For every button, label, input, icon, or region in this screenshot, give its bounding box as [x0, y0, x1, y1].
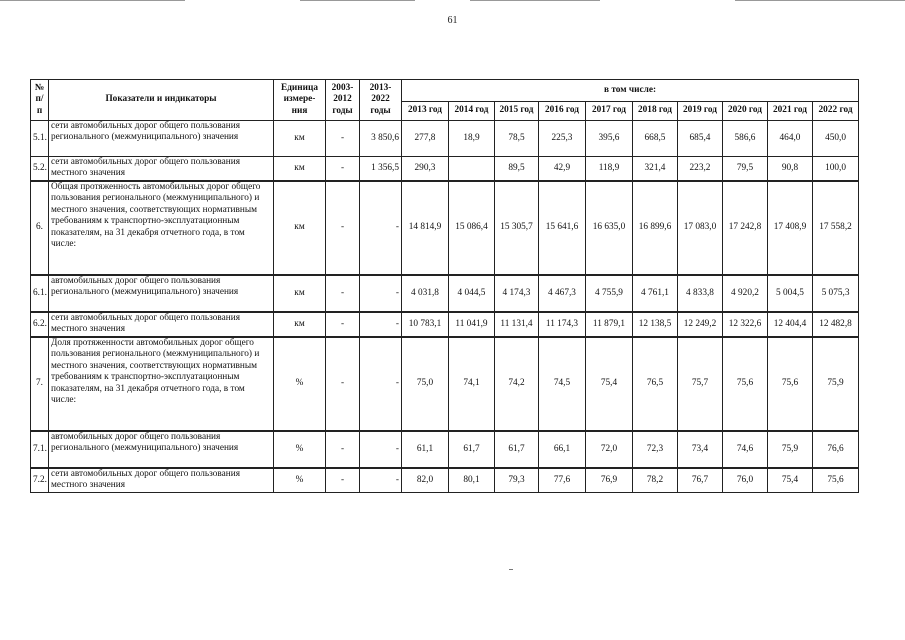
row-number: 7.1. — [31, 431, 49, 468]
row-number: 5.2. — [31, 157, 49, 182]
cell-2015: 78,5 — [495, 121, 539, 157]
cell-2021: 90,8 — [768, 157, 813, 182]
row-period-2013-2022: - — [360, 312, 402, 337]
cell-2020: 12 322,6 — [723, 312, 768, 337]
cell-2014: 15 086,4 — [449, 181, 495, 275]
row-number: 7.2. — [31, 468, 49, 493]
header-period-2013-2022: 2013-2022 годы — [360, 80, 402, 121]
cell-2013: 61,1 — [402, 431, 449, 468]
cell-2021: 464,0 — [768, 121, 813, 157]
row-indicator: сети автомобильных дорог общего пользования регионального (межмуниципального) значения — [49, 121, 274, 157]
row-period-2003-2012: - — [326, 468, 360, 493]
row-period-2013-2022: - — [360, 431, 402, 468]
row-unit: км — [274, 157, 326, 182]
row-number: 6.2. — [31, 312, 49, 337]
cell-2021: 75,6 — [768, 337, 813, 431]
header-year: 2013 год — [402, 102, 449, 121]
table-row — [31, 312, 859, 337]
row-period-2013-2022: 1 356,5 — [360, 157, 402, 182]
table-row — [31, 275, 859, 312]
cell-2022: 12 482,8 — [813, 312, 859, 337]
header-period-2003-2012: 2003-2012 годы — [326, 80, 360, 121]
cell-2021: 17 408,9 — [768, 181, 813, 275]
row-indicator: сети автомобильных дорог общего пользования местного значения — [49, 312, 274, 337]
header-unit: Единица измере-ния — [274, 80, 326, 121]
cell-2013: 10 783,1 — [402, 312, 449, 337]
cell-2020: 76,0 — [723, 468, 768, 493]
row-number: 5.1. — [31, 121, 49, 157]
cell-2019: 73,4 — [678, 431, 723, 468]
row-unit: % — [274, 337, 326, 431]
row-unit: км — [274, 121, 326, 157]
cell-2020: 75,6 — [723, 337, 768, 431]
cell-2022: 450,0 — [813, 121, 859, 157]
cell-2019: 76,7 — [678, 468, 723, 493]
cell-2018: 668,5 — [633, 121, 678, 157]
row-period-2013-2022: - — [360, 181, 402, 275]
row-period-2013-2022: - — [360, 337, 402, 431]
row-number: 6.1. — [31, 275, 49, 312]
table-row — [31, 157, 859, 182]
cell-2015: 74,2 — [495, 337, 539, 431]
row-indicator: сети автомобильных дорог общего пользования местного значения — [49, 468, 274, 493]
table-row — [31, 468, 859, 493]
cell-2017: 72,0 — [586, 431, 633, 468]
cell-2013: 14 814,9 — [402, 181, 449, 275]
cell-2016: 11 174,3 — [539, 312, 586, 337]
cell-2018: 321,4 — [633, 157, 678, 182]
row-indicator: Общая протяженность автомобильных дорог общего пользования регионального (межмуниципального) и местного значения, соответствующих нормативным требованиям к транспортно-эксплуатационным показателям, на 31 декабря отчетного года, в том числе: — [49, 181, 274, 275]
row-period-2003-2012: - — [326, 312, 360, 337]
cell-2017: 76,9 — [586, 468, 633, 493]
cell-2016: 15 641,6 — [539, 181, 586, 275]
cell-2015: 11 131,4 — [495, 312, 539, 337]
header-year: 2016 год — [539, 102, 586, 121]
cell-2017: 4 755,9 — [586, 275, 633, 312]
cell-2020: 4 920,2 — [723, 275, 768, 312]
cell-2016: 74,5 — [539, 337, 586, 431]
row-unit: км — [274, 312, 326, 337]
cell-2022: 5 075,3 — [813, 275, 859, 312]
cell-2013: 75,0 — [402, 337, 449, 431]
table-row — [31, 121, 859, 157]
cell-2018: 4 761,1 — [633, 275, 678, 312]
cell-2020: 17 242,8 — [723, 181, 768, 275]
cell-2022: 76,6 — [813, 431, 859, 468]
row-indicator: сети автомобильных дорог общего пользования местного значения — [49, 157, 274, 182]
header-year: 2018 год — [633, 102, 678, 121]
cell-2016: 66,1 — [539, 431, 586, 468]
cell-2020: 74,6 — [723, 431, 768, 468]
header-name: Показатели и индикаторы — [49, 80, 274, 121]
cell-2013: 290,3 — [402, 157, 449, 182]
row-indicator: Доля протяженности автомобильных дорог общего пользования регионального (межмуниципального) и местного значения, соответствующих нормативным требованиям к транспортно-эксплуатационным показателям, на 31 декабря отчетного года, в том числе: — [49, 337, 274, 431]
row-period-2013-2022: - — [360, 468, 402, 493]
row-number: 7. — [31, 337, 49, 431]
cell-2021: 75,9 — [768, 431, 813, 468]
header-year: 2014 год — [449, 102, 495, 121]
cell-2014: 61,7 — [449, 431, 495, 468]
cell-2014: 74,1 — [449, 337, 495, 431]
header-year: 2017 год — [586, 102, 633, 121]
row-unit: % — [274, 431, 326, 468]
cell-2014 — [449, 157, 495, 182]
scan-mark — [509, 569, 513, 570]
cell-2022: 100,0 — [813, 157, 859, 182]
table-row — [31, 431, 859, 468]
cell-2019: 685,4 — [678, 121, 723, 157]
row-unit: % — [274, 468, 326, 493]
header-year: 2020 год — [723, 102, 768, 121]
cell-2016: 4 467,3 — [539, 275, 586, 312]
cell-2016: 77,6 — [539, 468, 586, 493]
cell-2018: 78,2 — [633, 468, 678, 493]
row-period-2003-2012: - — [326, 275, 360, 312]
row-number: 6. — [31, 181, 49, 275]
table-row — [31, 181, 859, 275]
header-year: 2022 год — [813, 102, 859, 121]
header-including: в том числе: — [402, 80, 859, 102]
cell-2017: 16 635,0 — [586, 181, 633, 275]
cell-2022: 75,6 — [813, 468, 859, 493]
cell-2021: 12 404,4 — [768, 312, 813, 337]
row-period-2003-2012: - — [326, 181, 360, 275]
cell-2020: 586,6 — [723, 121, 768, 157]
cell-2019: 75,7 — [678, 337, 723, 431]
cell-2019: 4 833,8 — [678, 275, 723, 312]
cell-2015: 15 305,7 — [495, 181, 539, 275]
header-num: № п/п — [31, 80, 49, 121]
row-unit: км — [274, 181, 326, 275]
header-year: 2021 год — [768, 102, 813, 121]
cell-2014: 80,1 — [449, 468, 495, 493]
cell-2017: 75,4 — [586, 337, 633, 431]
cell-2021: 75,4 — [768, 468, 813, 493]
cell-2018: 12 138,5 — [633, 312, 678, 337]
row-period-2003-2012: - — [326, 431, 360, 468]
cell-2019: 17 083,0 — [678, 181, 723, 275]
row-period-2003-2012: - — [326, 157, 360, 182]
row-indicator: автомобильных дорог общего пользования регионального (межмуниципального) значения — [49, 431, 274, 468]
row-period-2003-2012: - — [326, 121, 360, 157]
row-period-2003-2012: - — [326, 337, 360, 431]
cell-2018: 76,5 — [633, 337, 678, 431]
cell-2014: 4 044,5 — [449, 275, 495, 312]
cell-2014: 11 041,9 — [449, 312, 495, 337]
header-year: 2019 год — [678, 102, 723, 121]
row-unit: км — [274, 275, 326, 312]
cell-2019: 12 249,2 — [678, 312, 723, 337]
cell-2016: 42,9 — [539, 157, 586, 182]
scan-top-edge — [735, 0, 905, 1]
cell-2015: 61,7 — [495, 431, 539, 468]
row-period-2013-2022: - — [360, 275, 402, 312]
cell-2013: 82,0 — [402, 468, 449, 493]
cell-2013: 4 031,8 — [402, 275, 449, 312]
row-period-2013-2022: 3 850,6 — [360, 121, 402, 157]
cell-2018: 16 899,6 — [633, 181, 678, 275]
page-number: 61 — [447, 15, 458, 26]
cell-2020: 79,5 — [723, 157, 768, 182]
cell-2022: 17 558,2 — [813, 181, 859, 275]
cell-2015: 4 174,3 — [495, 275, 539, 312]
cell-2016: 225,3 — [539, 121, 586, 157]
scan-top-edge — [0, 0, 185, 1]
cell-2015: 79,3 — [495, 468, 539, 493]
scan-top-edge — [470, 0, 600, 1]
cell-2019: 223,2 — [678, 157, 723, 182]
cell-2014: 18,9 — [449, 121, 495, 157]
cell-2017: 118,9 — [586, 157, 633, 182]
cell-2017: 11 879,1 — [586, 312, 633, 337]
indicators-table — [30, 79, 859, 493]
scan-top-edge — [300, 0, 415, 1]
cell-2022: 75,9 — [813, 337, 859, 431]
row-indicator: автомобильных дорог общего пользования регионального (межмуниципального) значения — [49, 275, 274, 312]
header-year: 2015 год — [495, 102, 539, 121]
cell-2015: 89,5 — [495, 157, 539, 182]
table-row — [31, 337, 859, 431]
cell-2018: 72,3 — [633, 431, 678, 468]
cell-2021: 5 004,5 — [768, 275, 813, 312]
cell-2013: 277,8 — [402, 121, 449, 157]
cell-2017: 395,6 — [586, 121, 633, 157]
